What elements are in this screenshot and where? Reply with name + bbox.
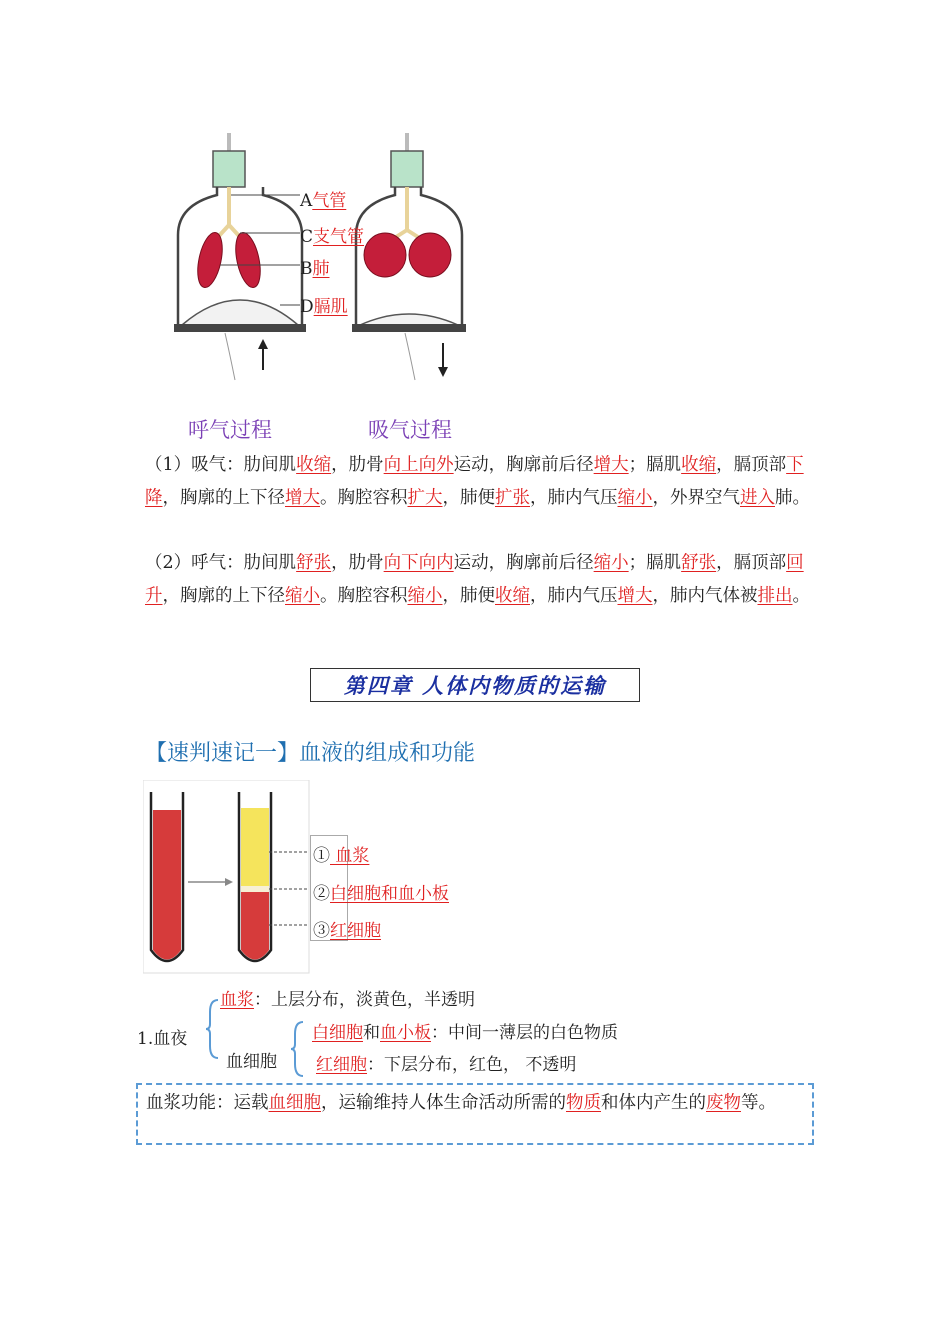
answer-blank: 排出: [757, 586, 793, 606]
answer-blank: 缩小: [617, 488, 653, 508]
tree-plasma: 血浆：上层分布，淡黄色，半透明: [220, 990, 475, 1010]
label-b: B肺: [300, 259, 330, 279]
answer-blank: 增大: [285, 488, 320, 508]
answer-blank: 收缩: [495, 586, 530, 606]
answer-blank: 下降: [145, 455, 804, 508]
tube-label-2: ②白细胞和血小板: [313, 884, 449, 904]
answer-blank: 向下向内: [383, 553, 454, 573]
tree-cells: 血细胞: [226, 1052, 277, 1072]
text-segment: ，膈顶部: [716, 455, 787, 475]
inhale-caption: 吸气过程: [368, 418, 452, 442]
exhale-paragraph: [145, 547, 810, 613]
tree-wbc: 白细胞和血小板：中间一薄层的白色物质: [312, 1023, 618, 1043]
text-segment: 。胸腔容积: [320, 586, 408, 606]
text-segment: ，肺内气体被: [652, 586, 758, 606]
text-segment: ；膈肌: [628, 455, 682, 475]
text-segment: ，肺内气压: [530, 586, 618, 606]
text-segment: ，膈顶部: [716, 553, 787, 573]
text-segment: ，肺内气压: [530, 488, 618, 508]
answer-blank: 缩小: [593, 553, 629, 573]
answer-blank: 舒张: [681, 553, 717, 573]
section-title: 【速判速记一】血液的组成和功能: [145, 741, 476, 766]
text-segment: 等。: [741, 1093, 776, 1113]
answer-blank: 扩大: [407, 488, 443, 508]
answer-blank: 废物: [706, 1093, 741, 1113]
text-segment: ，肺便: [442, 586, 495, 606]
text-segment: 和体内产生的: [601, 1093, 706, 1113]
answer-blank: 收缩: [681, 455, 717, 475]
answer-blank: 缩小: [285, 586, 320, 606]
text-segment: ，外界空气: [652, 488, 740, 508]
answer-blank: 增大: [617, 586, 653, 606]
answer-blank: 增大: [593, 455, 629, 475]
answer-blank: 物质: [566, 1093, 601, 1113]
text-segment: 血浆功能：运载: [146, 1093, 269, 1113]
text-segment: 。: [792, 586, 810, 606]
text-segment: ，胸廓的上下径: [162, 586, 285, 606]
right-jar: [352, 133, 466, 380]
exhale-caption: 呼气过程: [188, 418, 272, 442]
inhale-text: [145, 449, 810, 515]
tube-label-1: ① 血浆: [313, 846, 370, 866]
tube-label-3: ③红细胞: [313, 921, 381, 941]
tree-root: 1.血夜: [137, 1029, 188, 1049]
answer-blank: 进入: [740, 488, 775, 508]
chapter-title: 第四章 人体内物质的运输: [310, 668, 640, 702]
test-tube-diagram: [143, 780, 313, 975]
answer-blank: 收缩: [296, 455, 332, 475]
answer-blank: 向上向外: [383, 455, 454, 475]
text-segment: （1）吸气：肋间肌: [145, 455, 297, 475]
answer-blank: 回升: [145, 553, 804, 606]
text-segment: （2）呼气：肋间肌: [145, 553, 297, 573]
text-segment: ，胸廓的上下径: [162, 488, 285, 508]
label-d: D膈肌: [300, 297, 348, 317]
text-segment: ，肺便: [442, 488, 495, 508]
answer-blank: 扩张: [495, 488, 530, 508]
plasma-function-box: [136, 1083, 814, 1145]
left-jar: [174, 133, 306, 380]
text-segment: ，肋骨: [331, 553, 384, 573]
label-c: C支气管: [300, 227, 365, 247]
plasma-function-text: [146, 1089, 804, 1117]
label-a: A气管: [300, 191, 347, 211]
answer-blank: 舒张: [296, 553, 332, 573]
text-segment: 。胸腔容积: [320, 488, 408, 508]
text-segment: 运动，胸廓前后径: [453, 553, 594, 573]
tree-brace-cells: [289, 1020, 307, 1078]
text-segment: ；膈肌: [628, 553, 682, 573]
inhale-paragraph: [145, 449, 810, 515]
text-segment: 运动，胸廓前后径: [453, 455, 594, 475]
text-segment: 肺。: [775, 488, 810, 508]
tree-rbc: 红细胞：下层分布，红色， 不透明: [316, 1055, 577, 1075]
text-segment: ，运输维持人体生命活动所需的: [321, 1093, 566, 1113]
exhale-text: [145, 547, 810, 613]
answer-blank: 血细胞: [268, 1093, 321, 1113]
answer-blank: 缩小: [407, 586, 443, 606]
text-segment: ，肋骨: [331, 455, 384, 475]
